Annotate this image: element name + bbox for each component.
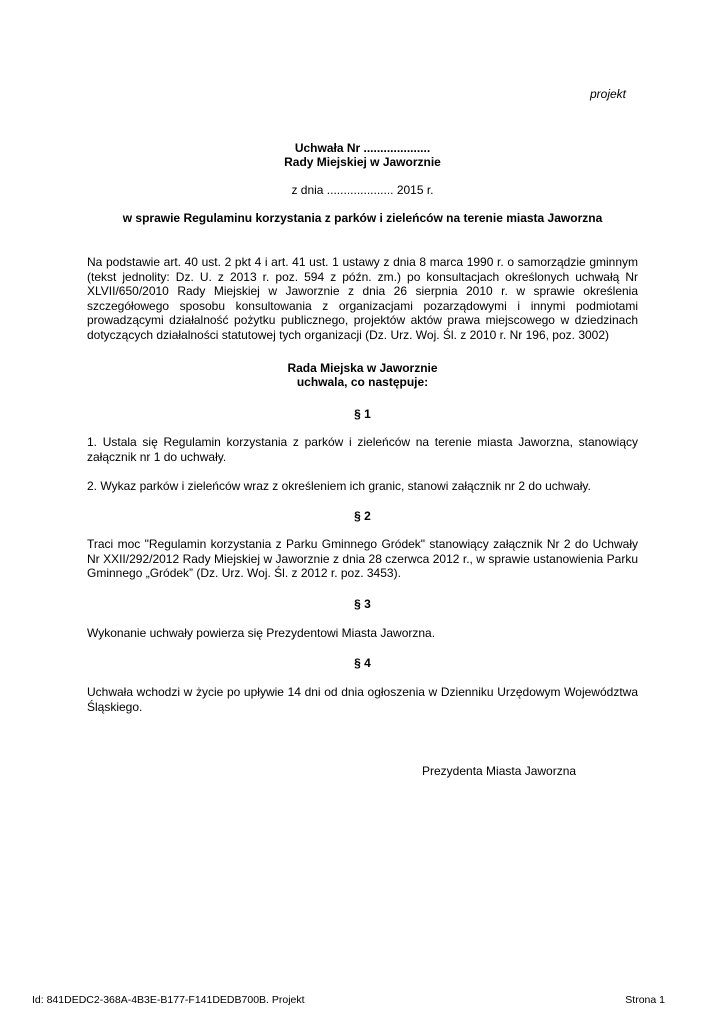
preamble-paragraph: Na podstawie art. 40 ust. 2 pkt 4 i art. 41 ust. 1 ustawy z dnia 8 marca 1990 r. o samorządzie gminnym (tekst jednolity: Dz. U. z 2013 r. poz. 594 z późn. zm.) po konsultacjach określonych uchwałą Nr XLVII/650/2010 Rady Miejskiej w Jaworznie z dnia 26 sierpnia 2010 r. w sprawie określenia szczegółowego sposobu konsultowania z organizacjami pozarządowymi i innymi podmiotami prowadzącymi działalność pożytku publicznego, projektów aktów prawa miejscowego w dziedzinach dotyczących działalności statutowej tych organizacji (Dz. Urz. Woj. Śl. z 2010 r. Nr 196, poz. 3002)	[87, 255, 638, 342]
draft-label: projekt	[589, 87, 626, 101]
page-number: Strona 1	[625, 994, 665, 1006]
section-4-heading: § 4	[354, 656, 371, 670]
council-heading: Rada Miejska w Jaworznie	[287, 361, 438, 375]
signature-line: Prezydenta Miasta Jaworzna	[422, 764, 577, 778]
resolution-date: z dnia .................... 2015 r.	[291, 183, 434, 197]
section-2-heading: § 2	[354, 509, 371, 523]
section-1-heading: § 1	[354, 407, 371, 421]
section-1-paragraph-2: 2. Wykaz parków i zieleńców wraz z określeniem ich granic, stanowi załącznik nr 2 do uchwały.	[87, 479, 591, 493]
council-name: Rady Miejskiej w Jaworznie	[284, 155, 441, 169]
document-id: Id: 841DEDC2-368A-4B3E-B177-F141DEDB700B. Projekt	[32, 994, 305, 1006]
section-2-paragraph: Traci moc "Regulamin korzystania z Parku Gminnego Gródek" stanowiący załącznik Nr 2 do Uchwały Nr XXII/292/2012 Rady Miejskiej w Jaworznie z dnia 28 czerwca 2012 r., w sprawie ustanowienia Parku Gminnego „Gródek” (Dz. Urz. Woj. Śl. z 2012 r. poz. 3453).	[87, 537, 638, 580]
section-4-paragraph: Uchwała wchodzi w życie po upływie 14 dni od dnia ogłoszenia w Dzienniku Urzędowym Województwa Śląskiego.	[87, 685, 638, 714]
section-1-paragraph-1: 1. Ustala się Regulamin korzystania z parków i zieleńców na terenie miasta Jaworzna, stanowiący załącznik nr 1 do uchwały.	[87, 435, 638, 464]
council-resolves: uchwala, co następuje:	[296, 375, 429, 389]
section-3-paragraph: Wykonanie uchwały powierza się Prezydentowi Miasta Jaworzna.	[87, 626, 436, 640]
resolution-number: Uchwała Nr ....................	[294, 141, 431, 155]
section-3-heading: § 3	[354, 597, 371, 611]
resolution-subject: w sprawie Regulaminu korzystania z parków i zieleńców na terenie miasta Jaworzna	[122, 211, 603, 225]
